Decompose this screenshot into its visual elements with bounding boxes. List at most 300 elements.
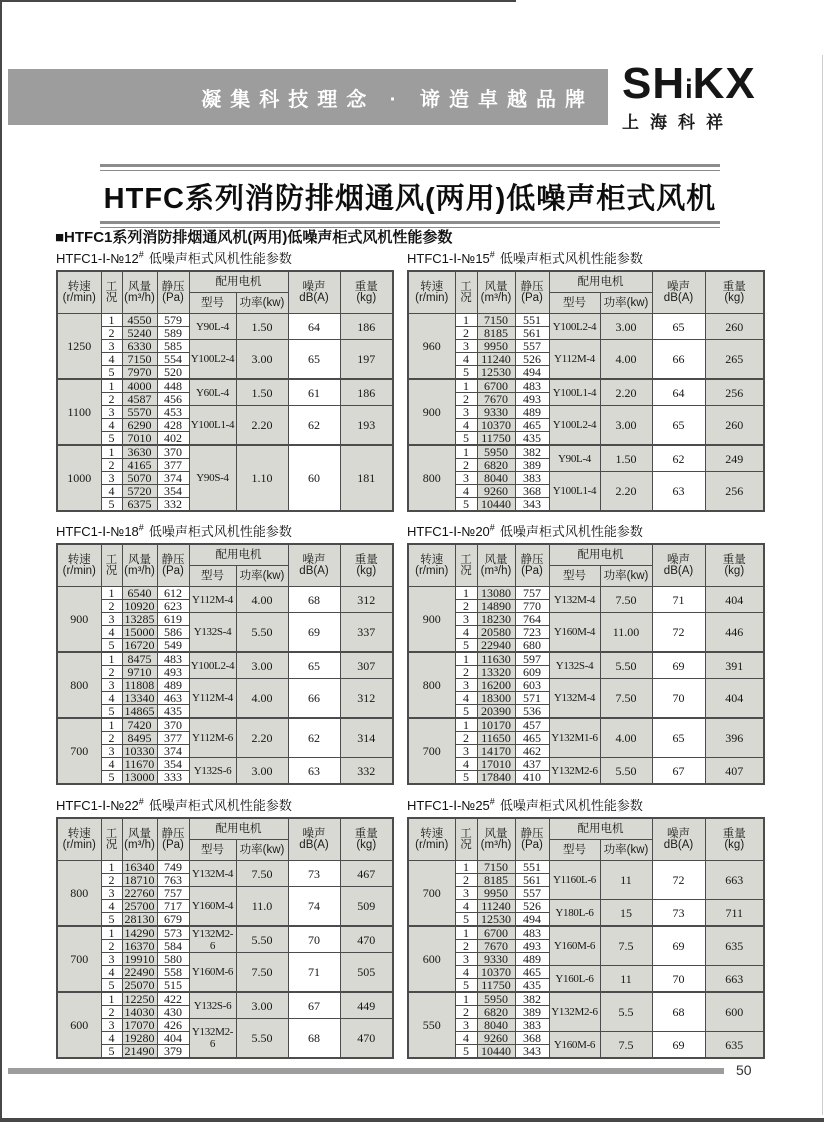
condition-cell: 3 [455, 953, 477, 966]
column-header-weight [340, 271, 393, 314]
motor-model-cell: Y100L2-4 [189, 652, 236, 679]
table-caption [56, 795, 392, 814]
noise-cell: 65 [652, 314, 705, 340]
motor-model-cell: Y112M-4 [549, 340, 600, 380]
pressure-cell: 453 [157, 406, 189, 419]
condition-cell: 3 [455, 340, 477, 353]
table-caption-hash: # [138, 249, 144, 260]
column-header-motor [549, 271, 652, 293]
column-header-text: 重量 [722, 280, 746, 293]
pressure-cell: 580 [157, 953, 189, 966]
column-header-text: 功率(kw) [239, 296, 285, 309]
pressure-cell: 573 [157, 926, 189, 940]
column-header-pressure [515, 271, 549, 314]
performance-table [407, 543, 765, 785]
column-header-text: 况 [105, 564, 118, 577]
rpm-cell: 700 [408, 718, 455, 784]
table-caption [56, 521, 392, 540]
pressure-cell: 493 [157, 666, 189, 679]
flow-cell: 28130 [122, 913, 157, 927]
table-caption-suffix: 低噪声柜式风机性能参数 [499, 524, 643, 539]
column-header-speed [57, 544, 101, 587]
pressure-cell: 757 [515, 587, 549, 600]
pressure-cell: 680 [515, 639, 549, 653]
pressure-cell: 343 [515, 498, 549, 512]
motor-model-cell: Y90L-4 [549, 445, 600, 472]
flow-cell: 5950 [477, 445, 515, 459]
column-header-text: 静压 [520, 553, 544, 566]
flow-cell: 7150 [122, 353, 157, 366]
pressure-cell: 493 [515, 940, 549, 953]
flow-cell: 4587 [122, 393, 157, 406]
column-header-text: 配用电机 [577, 548, 624, 561]
column-header-text: 功率(kw) [603, 843, 649, 856]
pressure-cell: 448 [157, 379, 189, 393]
condition-cell: 1 [455, 652, 477, 666]
condition-cell: 5 [101, 705, 122, 719]
flow-cell: 10440 [477, 1045, 515, 1059]
pressure-cell: 462 [515, 745, 549, 758]
condition-cell: 4 [101, 485, 122, 498]
pressure-cell: 494 [515, 913, 549, 927]
table-caption-model: HTFC1-Ⅰ-№20 [407, 524, 490, 539]
column-header-condition [101, 271, 122, 314]
pressure-cell: 457 [515, 718, 549, 732]
weight-cell: 256 [705, 472, 764, 512]
column-header-condition [455, 818, 477, 861]
motor-power-cell: 4.00 [600, 340, 652, 380]
flow-cell: 10170 [477, 718, 515, 732]
condition-cell: 3 [101, 472, 122, 485]
condition-cell: 5 [455, 498, 477, 512]
column-header-text: (kg) [724, 291, 745, 304]
column-header-model [189, 293, 236, 314]
pressure-cell: 463 [157, 692, 189, 705]
column-header-weight [705, 271, 764, 314]
noise-cell: 69 [652, 926, 705, 966]
rpm-cell: 960 [408, 314, 455, 380]
motor-power-cell: 2.20 [600, 472, 652, 512]
pressure-cell: 603 [515, 679, 549, 692]
pressure-cell: 679 [157, 913, 189, 927]
flow-cell: 13000 [122, 771, 157, 785]
flow-cell: 25700 [122, 900, 157, 913]
table-caption-hash: # [138, 522, 144, 533]
flow-cell: 13320 [477, 666, 515, 679]
column-header-text: 转速 [67, 280, 91, 293]
weight-cell: 407 [705, 758, 764, 785]
flow-cell: 6290 [122, 419, 157, 432]
rpm-cell: 1000 [57, 445, 101, 511]
flow-cell: 9330 [477, 953, 515, 966]
motor-power-cell: 11 [600, 966, 652, 993]
flow-cell: 10440 [477, 498, 515, 512]
noise-cell: 65 [652, 718, 705, 758]
flow-cell: 6540 [122, 587, 157, 600]
pressure-cell: 520 [157, 366, 189, 380]
motor-model-cell: Y112M-4 [189, 679, 236, 719]
pressure-cell: 428 [157, 419, 189, 432]
column-header-text: (m³/h) [124, 564, 155, 577]
motor-model-cell: Y60L-4 [189, 379, 236, 406]
column-header-text: 型号 [563, 569, 586, 582]
column-header-motor [549, 818, 652, 840]
noise-cell: 65 [652, 406, 705, 446]
condition-cell: 1 [455, 379, 477, 393]
noise-cell: 69 [288, 613, 340, 653]
condition-cell: 4 [455, 966, 477, 979]
motor-model-cell: Y132S-4 [189, 613, 236, 653]
pressure-cell: 536 [515, 705, 549, 719]
pressure-cell: 549 [157, 639, 189, 653]
column-header-power [236, 293, 288, 314]
flow-cell: 18710 [122, 874, 157, 887]
column-header-text: 静压 [161, 827, 185, 840]
flow-cell: 11650 [477, 732, 515, 745]
pressure-cell: 368 [515, 485, 549, 498]
condition-cell: 4 [455, 626, 477, 639]
condition-cell: 2 [101, 1006, 122, 1019]
column-header-text: (r/min) [62, 564, 96, 577]
noise-cell: 73 [652, 900, 705, 927]
pressure-cell: 435 [515, 979, 549, 993]
column-header-text: 况 [105, 291, 118, 304]
motor-model-cell: Y132S-6 [189, 992, 236, 1019]
flow-cell: 14890 [477, 600, 515, 613]
condition-cell: 1 [101, 445, 122, 459]
flow-cell: 8040 [477, 1019, 515, 1032]
noise-cell: 68 [288, 1019, 340, 1059]
table-caption-model: HTFC1-Ⅰ-№15 [407, 251, 490, 266]
pressure-cell: 557 [515, 887, 549, 900]
column-header-model [189, 840, 236, 861]
pressure-cell: 332 [157, 498, 189, 512]
weight-cell: 186 [340, 379, 393, 406]
weight-cell: 663 [705, 861, 764, 900]
column-header-text: 工 [105, 827, 118, 840]
table-caption-suffix: 低噪声柜式风机性能参数 [148, 251, 292, 266]
motor-power-cell: 7.50 [600, 679, 652, 719]
motor-model-cell: Y132M-4 [549, 679, 600, 719]
condition-cell: 1 [455, 926, 477, 940]
weight-cell: 265 [705, 340, 764, 380]
pressure-cell: 426 [157, 1019, 189, 1032]
column-header-motor [189, 271, 288, 293]
pressure-cell: 557 [515, 340, 549, 353]
column-header-text: 工 [105, 280, 118, 293]
flow-cell: 20580 [477, 626, 515, 639]
column-header-text: 转速 [67, 553, 91, 566]
noise-cell: 65 [288, 340, 340, 380]
flow-cell: 5720 [122, 485, 157, 498]
logo-text-part1: SH [622, 59, 686, 108]
rpm-cell: 550 [408, 992, 455, 1058]
pressure-cell: 465 [515, 732, 549, 745]
column-header-text: 风量 [128, 553, 151, 566]
condition-cell: 2 [455, 666, 477, 679]
rpm-cell: 600 [408, 926, 455, 992]
table-caption-suffix: 低噪声柜式风机性能参数 [148, 524, 292, 539]
column-header-condition [101, 544, 122, 587]
condition-cell: 5 [101, 913, 122, 927]
column-header-text: (Pa) [162, 564, 184, 577]
column-header-text: 噪声 [302, 827, 326, 840]
flow-cell: 9950 [477, 340, 515, 353]
column-header-text: 况 [460, 291, 472, 304]
flow-cell: 6330 [122, 340, 157, 353]
pressure-cell: 612 [157, 587, 189, 600]
motor-model-cell: Y100L1-4 [549, 379, 600, 406]
condition-cell: 1 [101, 992, 122, 1006]
pressure-cell: 430 [157, 1006, 189, 1019]
pressure-cell: 368 [515, 1032, 549, 1045]
column-header-text: 配用电机 [215, 275, 262, 288]
performance-table [56, 817, 394, 1059]
table-caption-model: HTFC1-Ⅰ-№22 [56, 798, 139, 813]
weight-cell: 600 [705, 992, 764, 1032]
column-header-text: dB(A) [663, 291, 694, 304]
noise-cell: 72 [652, 861, 705, 900]
motor-power-cell: 11 [600, 861, 652, 900]
column-header-noise [652, 818, 705, 861]
column-header-motor [549, 544, 652, 566]
pressure-cell: 551 [515, 314, 549, 327]
column-header-text: 噪声 [667, 553, 690, 566]
motor-model-cell: Y160M-6 [189, 953, 236, 993]
pressure-cell: 354 [157, 485, 189, 498]
footer-rule [8, 1068, 724, 1074]
pressure-cell: 749 [157, 861, 189, 874]
flow-cell: 3630 [122, 445, 157, 459]
column-header-text: dB(A) [299, 838, 329, 851]
page-number: 50 [736, 1062, 752, 1078]
weight-cell: 249 [705, 445, 764, 472]
rpm-cell: 900 [408, 587, 455, 653]
noise-cell: 62 [288, 406, 340, 446]
table-caption-hash: # [489, 249, 495, 260]
motor-power-cell: 4.00 [236, 679, 288, 719]
condition-cell: 3 [455, 1019, 477, 1032]
condition-cell: 1 [101, 379, 122, 393]
column-header-text: dB(A) [299, 564, 329, 577]
column-header-text: 重量 [354, 553, 378, 566]
performance-table [56, 270, 394, 512]
column-header-text: 转速 [420, 553, 444, 566]
rpm-cell: 800 [57, 861, 101, 927]
table-caption [407, 248, 763, 267]
noise-cell: 70 [652, 966, 705, 993]
noise-cell: 67 [288, 992, 340, 1019]
condition-cell: 3 [101, 745, 122, 758]
column-header-text: 转速 [67, 827, 91, 840]
company-logo [622, 59, 812, 133]
pressure-cell: 764 [515, 613, 549, 626]
motor-model-cell: Y112M-6 [189, 718, 236, 758]
motor-power-cell: 11.00 [600, 613, 652, 653]
flow-cell: 5950 [477, 992, 515, 1006]
pressure-cell: 561 [515, 327, 549, 340]
condition-cell: 4 [101, 1032, 122, 1045]
motor-model-cell: Y160L-6 [549, 966, 600, 993]
motor-model-cell: Y180L-6 [549, 900, 600, 927]
column-header-text: 配用电机 [215, 548, 262, 561]
column-header-text: (Pa) [521, 291, 543, 304]
column-header-pressure [515, 818, 549, 861]
flow-cell: 7150 [477, 314, 515, 327]
column-header-weight [705, 544, 764, 587]
column-header-flow [122, 544, 157, 587]
column-header-speed [57, 271, 101, 314]
page-edge-right [822, 55, 823, 1115]
pressure-cell: 389 [515, 1006, 549, 1019]
column-header-text: (r/min) [62, 291, 96, 304]
condition-cell: 3 [455, 472, 477, 485]
condition-cell: 3 [101, 1019, 122, 1032]
table-block [407, 795, 763, 1059]
noise-cell: 69 [652, 652, 705, 679]
condition-cell: 3 [455, 613, 477, 626]
condition-cell: 3 [101, 887, 122, 900]
condition-cell: 4 [101, 692, 122, 705]
column-header-text: dB(A) [299, 291, 329, 304]
flow-cell: 4165 [122, 459, 157, 472]
flow-cell: 12530 [477, 913, 515, 927]
flow-cell: 22940 [477, 639, 515, 653]
noise-cell: 62 [652, 445, 705, 472]
header-banner [8, 69, 608, 125]
flow-cell: 11630 [477, 652, 515, 666]
column-header-text: 静压 [520, 827, 544, 840]
column-header-text: 工 [460, 280, 472, 293]
condition-cell: 4 [455, 692, 477, 705]
rpm-cell: 700 [408, 861, 455, 927]
pressure-cell: 623 [157, 600, 189, 613]
flow-cell: 9260 [477, 1032, 515, 1045]
pressure-cell: 489 [515, 406, 549, 419]
pressure-cell: 437 [515, 758, 549, 771]
flow-cell: 22760 [122, 887, 157, 900]
noise-cell: 61 [288, 379, 340, 406]
flow-cell: 19910 [122, 953, 157, 966]
motor-model-cell: Y132M-4 [549, 587, 600, 613]
flow-cell: 10920 [122, 600, 157, 613]
weight-cell: 404 [705, 679, 764, 719]
pressure-cell: 757 [157, 887, 189, 900]
motor-model-cell: Y90L-4 [189, 314, 236, 340]
condition-cell: 2 [101, 874, 122, 887]
condition-cell: 3 [101, 406, 122, 419]
condition-cell: 1 [455, 718, 477, 732]
column-header-model [549, 840, 600, 861]
noise-cell: 63 [288, 758, 340, 785]
pressure-cell: 489 [157, 679, 189, 692]
column-header-text: (kg) [356, 291, 377, 304]
condition-cell: 1 [101, 587, 122, 600]
pressure-cell: 435 [157, 705, 189, 719]
pressure-cell: 456 [157, 393, 189, 406]
column-header-text: (Pa) [521, 838, 543, 851]
column-header-text: dB(A) [663, 564, 694, 577]
column-header-text: 风量 [128, 280, 151, 293]
column-header-text: 型号 [201, 296, 224, 309]
section-heading: ■HTFC1系列消防排烟通风机(两用)低噪声柜式风机性能参数 [55, 229, 453, 246]
condition-cell: 2 [101, 327, 122, 340]
condition-cell: 5 [455, 639, 477, 653]
noise-cell: 73 [288, 861, 340, 887]
condition-cell: 4 [101, 353, 122, 366]
motor-model-cell: Y100L1-4 [549, 472, 600, 512]
motor-power-cell: 2.20 [236, 406, 288, 446]
column-header-text: (m³/h) [124, 838, 155, 851]
flow-cell: 8185 [477, 327, 515, 340]
weight-cell: 663 [705, 966, 764, 993]
pressure-cell: 770 [515, 600, 549, 613]
motor-power-cell: 2.20 [600, 379, 652, 406]
column-header-text: 功率(kw) [239, 843, 285, 856]
condition-cell: 4 [455, 758, 477, 771]
column-header-model [549, 566, 600, 587]
condition-cell: 2 [101, 393, 122, 406]
motor-power-cell: 3.00 [236, 652, 288, 679]
motor-model-cell: Y132M2-6 [189, 926, 236, 953]
motor-power-cell: 1.50 [236, 379, 288, 406]
logo-company-name: 上海科祥 [622, 113, 734, 132]
column-header-power [236, 566, 288, 587]
flow-cell: 15000 [122, 626, 157, 639]
condition-cell: 1 [455, 587, 477, 600]
flow-cell: 6700 [477, 379, 515, 393]
pressure-cell: 609 [515, 666, 549, 679]
column-header-pressure [157, 544, 189, 587]
motor-model-cell: Y132M2-6 [189, 1019, 236, 1059]
column-header-weight [705, 818, 764, 861]
motor-model-cell: Y100L1-4 [189, 406, 236, 446]
pressure-cell: 597 [515, 652, 549, 666]
column-header-text: (m³/h) [480, 838, 512, 851]
condition-cell: 2 [455, 327, 477, 340]
pressure-cell: 404 [157, 1032, 189, 1045]
pressure-cell: 584 [157, 940, 189, 953]
condition-cell: 4 [455, 900, 477, 913]
weight-cell: 186 [340, 314, 393, 340]
column-header-text: (r/min) [415, 291, 449, 304]
pressure-cell: 483 [157, 652, 189, 666]
pressure-cell: 561 [515, 874, 549, 887]
condition-cell: 3 [101, 613, 122, 626]
flow-cell: 11670 [122, 758, 157, 771]
condition-cell: 3 [455, 679, 477, 692]
weight-cell: 312 [340, 679, 393, 719]
flow-cell: 9330 [477, 406, 515, 419]
motor-model-cell: Y160M-4 [189, 887, 236, 927]
column-header-text: 静压 [161, 280, 185, 293]
pressure-cell: 465 [515, 966, 549, 979]
column-header-text: 配用电机 [577, 822, 624, 835]
pressure-cell: 377 [157, 732, 189, 745]
flow-cell: 14865 [122, 705, 157, 719]
column-header-text: (kg) [724, 564, 745, 577]
flow-cell: 9710 [122, 666, 157, 679]
weight-cell: 181 [340, 445, 393, 511]
motor-power-cell: 3.00 [236, 758, 288, 785]
flow-cell: 10370 [477, 419, 515, 432]
weight-cell: 396 [705, 718, 764, 758]
column-header-power [600, 566, 652, 587]
pressure-cell: 422 [157, 992, 189, 1006]
rpm-cell: 700 [57, 926, 101, 992]
condition-cell: 5 [455, 1045, 477, 1059]
table-block [56, 795, 392, 1059]
